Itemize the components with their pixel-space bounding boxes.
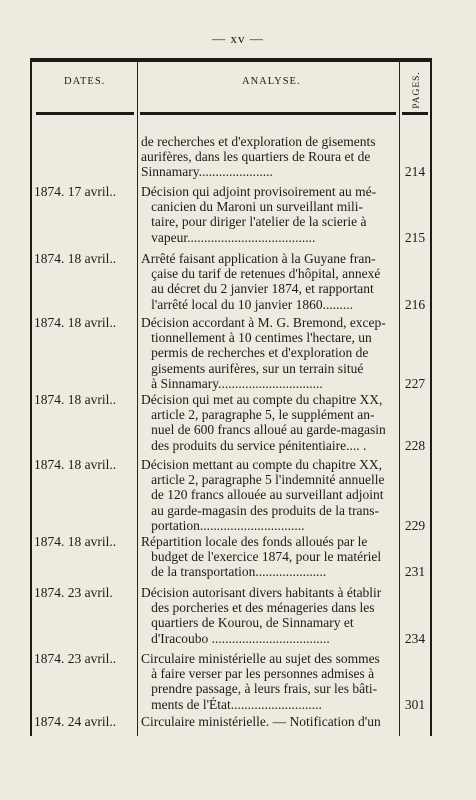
entry-date: 1874. 18 avril.. [34,457,117,472]
entry-date: 1874. 18 avril.. [34,534,117,549]
analysis-line: de 120 francs allouée au surveillant adjoint [141,487,384,503]
analysis-line: aurifères, dans les quartiers de Roura et de [141,149,371,165]
analysis-line: article 2, paragraphe 5, le supplément an- [141,407,375,423]
analysis-line: budget de l'exercice 1874, pour le matériel [141,549,382,565]
analysis-line: gisements aurifères, sur un terrain situé [141,360,364,376]
entry-analysis [141,651,397,712]
analysis-line: l'arrêté local du 10 janvier 1860......... [141,296,353,312]
analysis-line: permis de recherches et d'exploration de [141,345,369,361]
analysis-line: nuel de 600 francs alloué au garde-magasin [141,422,386,438]
analysis-line: prendre passage, à leurs frais, sur les bâti- [141,681,378,697]
entry-analysis [141,251,397,312]
column-header-dates: DATES. [64,76,106,87]
header-rule-pages [402,112,428,115]
entry-date: 1874. 23 avril. [34,585,113,600]
header-rule-dates [36,112,134,115]
analysis-line: canicien du Maroni un surveillant mili- [141,199,363,215]
entry-page: 216 [404,296,426,312]
column-header-pages: PAGES. [412,71,423,109]
column-divider-dates [137,62,138,736]
table-right-border [430,58,432,736]
entry-page: 301 [404,696,426,712]
entry-analysis [141,134,397,180]
entry-analysis [141,534,397,580]
entry-page: 229 [404,517,426,533]
analysis-line: des porcheries et des ménageries dans les [141,600,375,616]
analysis-line: ments de l'État........................... [141,696,322,712]
entry-analysis [141,392,397,453]
table-left-border [30,58,32,736]
analysis-line: d'Iracoubo ................................... [141,630,330,646]
entry-page: 234 [404,630,426,646]
analysis-line: Répartition locale des fonds alloués par le [141,534,368,549]
entry-page: 228 [404,437,426,453]
analysis-line: Circulaire ministérielle au sujet des sommes [141,651,380,666]
analysis-line: quartiers de Kourou, de Sinnamary et [141,615,354,631]
analysis-line: Décision autorisant divers habitants à établir [141,585,382,600]
entry-date: 1874. 18 avril.. [34,251,117,266]
entry-date: 1874. 18 avril.. [34,315,117,330]
entry-analysis [141,457,397,533]
entry-date: 1874. 24 avril.. [34,714,117,729]
analysis-line: taire, pour diriger l'atelier de la scierie à [141,214,367,230]
entry-analysis [141,184,397,245]
entry-page: 227 [404,375,426,391]
index-table [30,58,432,736]
analysis-line: Décision qui met au compte du chapitre XX, [141,392,383,407]
entry-page: 214 [404,164,426,180]
analysis-line: des produits du service pénitentiaire.... . [141,437,367,453]
analysis-line: de la transportation..................... [141,564,327,580]
analysis-line: portation............................... [141,517,305,533]
entry-date: 1874. 18 avril.. [34,392,117,407]
entry-analysis [141,585,397,646]
entry-analysis [141,714,397,729]
analysis-line: çaise du tarif de retenues d'hôpital, annexé [141,266,381,282]
analysis-line: de recherches et d'exploration de gisements [141,134,376,149]
analysis-line: Sinnamary...................... [141,164,273,180]
analysis-line: tionnellement à 10 centimes l'hectare, un [141,330,372,346]
analysis-line: au décret du 2 janvier 1874, et rapportant [141,281,374,297]
analysis-line: à Sinnamary............................... [141,375,323,391]
entry-page: 215 [404,229,426,245]
analysis-line: Décision qui adjoint provisoirement au mé- [141,184,377,199]
column-header-analyse: ANALYSE. [242,76,301,87]
analysis-line: à faire verser par les personnes admises à [141,666,375,682]
analysis-line: Décision mettant au compte du chapitre XX, [141,457,383,472]
table-top-rule [30,58,432,62]
entry-date: 1874. 23 avril.. [34,651,117,666]
analysis-line: vapeur...................................... [141,229,316,245]
entry-date: 1874. 17 avril.. [34,184,117,199]
analysis-line: Arrêté faisant application à la Guyane fran- [141,251,376,266]
analysis-line: Décision accordant à M. G. Bremond, excep- [141,315,386,330]
analysis-line: article 2, paragraphe 5 l'indemnité annuelle [141,472,385,488]
analysis-line: au garde-magasin des produits de la trans- [141,502,380,518]
page-number: — xv — [212,31,264,46]
entry-page: 231 [404,564,426,580]
analysis-line: Circulaire ministérielle. — Notification d'un [141,714,381,729]
entry-analysis [141,315,397,391]
header-rule-analyse [140,112,396,115]
